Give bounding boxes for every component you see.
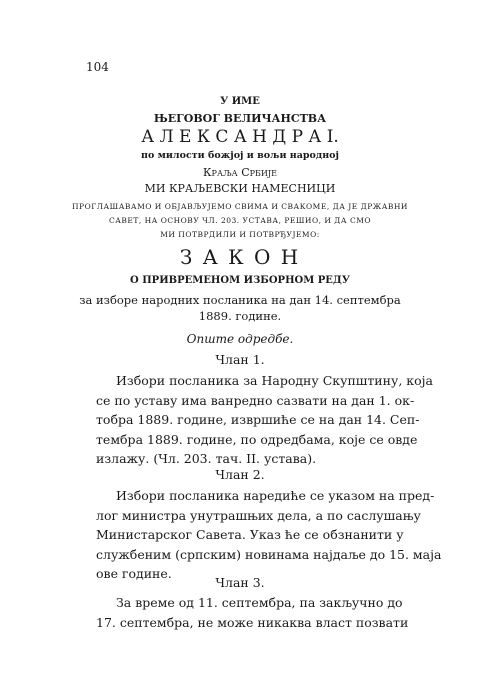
text-line: Избори посланика за Народну Скупштину, која bbox=[116, 373, 433, 388]
article-1-text bbox=[96, 371, 433, 469]
general-provisions-heading: Опште одредбе. bbox=[186, 332, 294, 346]
text-line: Избори посланика наредиће се указом на пред- bbox=[116, 488, 435, 503]
text-line: Министарског Савета. Указ ће се обзнанити у bbox=[96, 527, 404, 542]
text-line: тобра 1889. године, извршиће се на дан 14. Сеп- bbox=[96, 412, 420, 427]
heading-regents: МИ КРАЉЕВСКИ НАМЕСНИЦИ bbox=[144, 182, 336, 195]
law-subtitle: О ПРИВРЕМЕНОМ ИЗБОРНОМ РЕДУ bbox=[130, 275, 350, 286]
article-3-label: Члан 3. bbox=[215, 575, 265, 590]
heading-by-grace: по милости божјој и вољи народној bbox=[141, 150, 339, 161]
article-3-text bbox=[96, 593, 409, 632]
heading-king-of-serbia: Краља Србије bbox=[203, 166, 277, 179]
text-line: 17. септембра, не може никаква власт позвати bbox=[96, 614, 409, 630]
text-line: службеним (српским) новинама најдаље до 15. маја bbox=[96, 546, 442, 562]
proclamation-line: МИ ПОТВРДИЛИ И ПОТВРЂУЈЕМО: bbox=[160, 230, 320, 239]
heading-his-majesty: ЊЕГОВОГ ВЕЛИЧАНСТВА bbox=[153, 112, 327, 125]
law-scope-line: 1889. године. bbox=[198, 309, 282, 323]
law-scope-line: за изборе народних посланика на дан 14. септембра bbox=[79, 293, 401, 307]
heading-in-the-name: У ИМЕ bbox=[220, 96, 260, 107]
article-2-label: Члан 2. bbox=[215, 467, 265, 482]
proclamation-line: ПРОГЛАШАВАМО И ОБЈАВЉУЈЕМО СВИМА И СВАКОМЕ, ДА ЈЕ ДРЖАВНИ bbox=[72, 202, 408, 211]
page-number: 104 bbox=[86, 60, 109, 74]
text-line: лог министра унутрашњих дела, а по саслушању bbox=[96, 507, 421, 523]
article-2-text bbox=[96, 486, 442, 584]
article-1-label: Члан 1. bbox=[215, 352, 265, 367]
heading-king-name: А Л Е К С А Н Д Р А I. bbox=[141, 127, 339, 147]
text-line: ове године. bbox=[96, 566, 172, 581]
proclamation-line: САВЕТ, НА ОСНОВУ ЧЛ. 203. УСТАВА, РЕШИО, И ДА СМО bbox=[108, 216, 372, 225]
text-line: излажу. (Чл. 203. тач. II. устава). bbox=[96, 451, 317, 466]
text-line: За време од 11. септембра, па закључно до bbox=[116, 595, 403, 610]
text-line: се по уставу има ванредно сазвати на дан 1. ок- bbox=[96, 392, 415, 408]
text-line: тембра 1889. године, по одредбама, које се овде bbox=[96, 431, 418, 447]
law-title: З А К О Н bbox=[179, 245, 301, 269]
